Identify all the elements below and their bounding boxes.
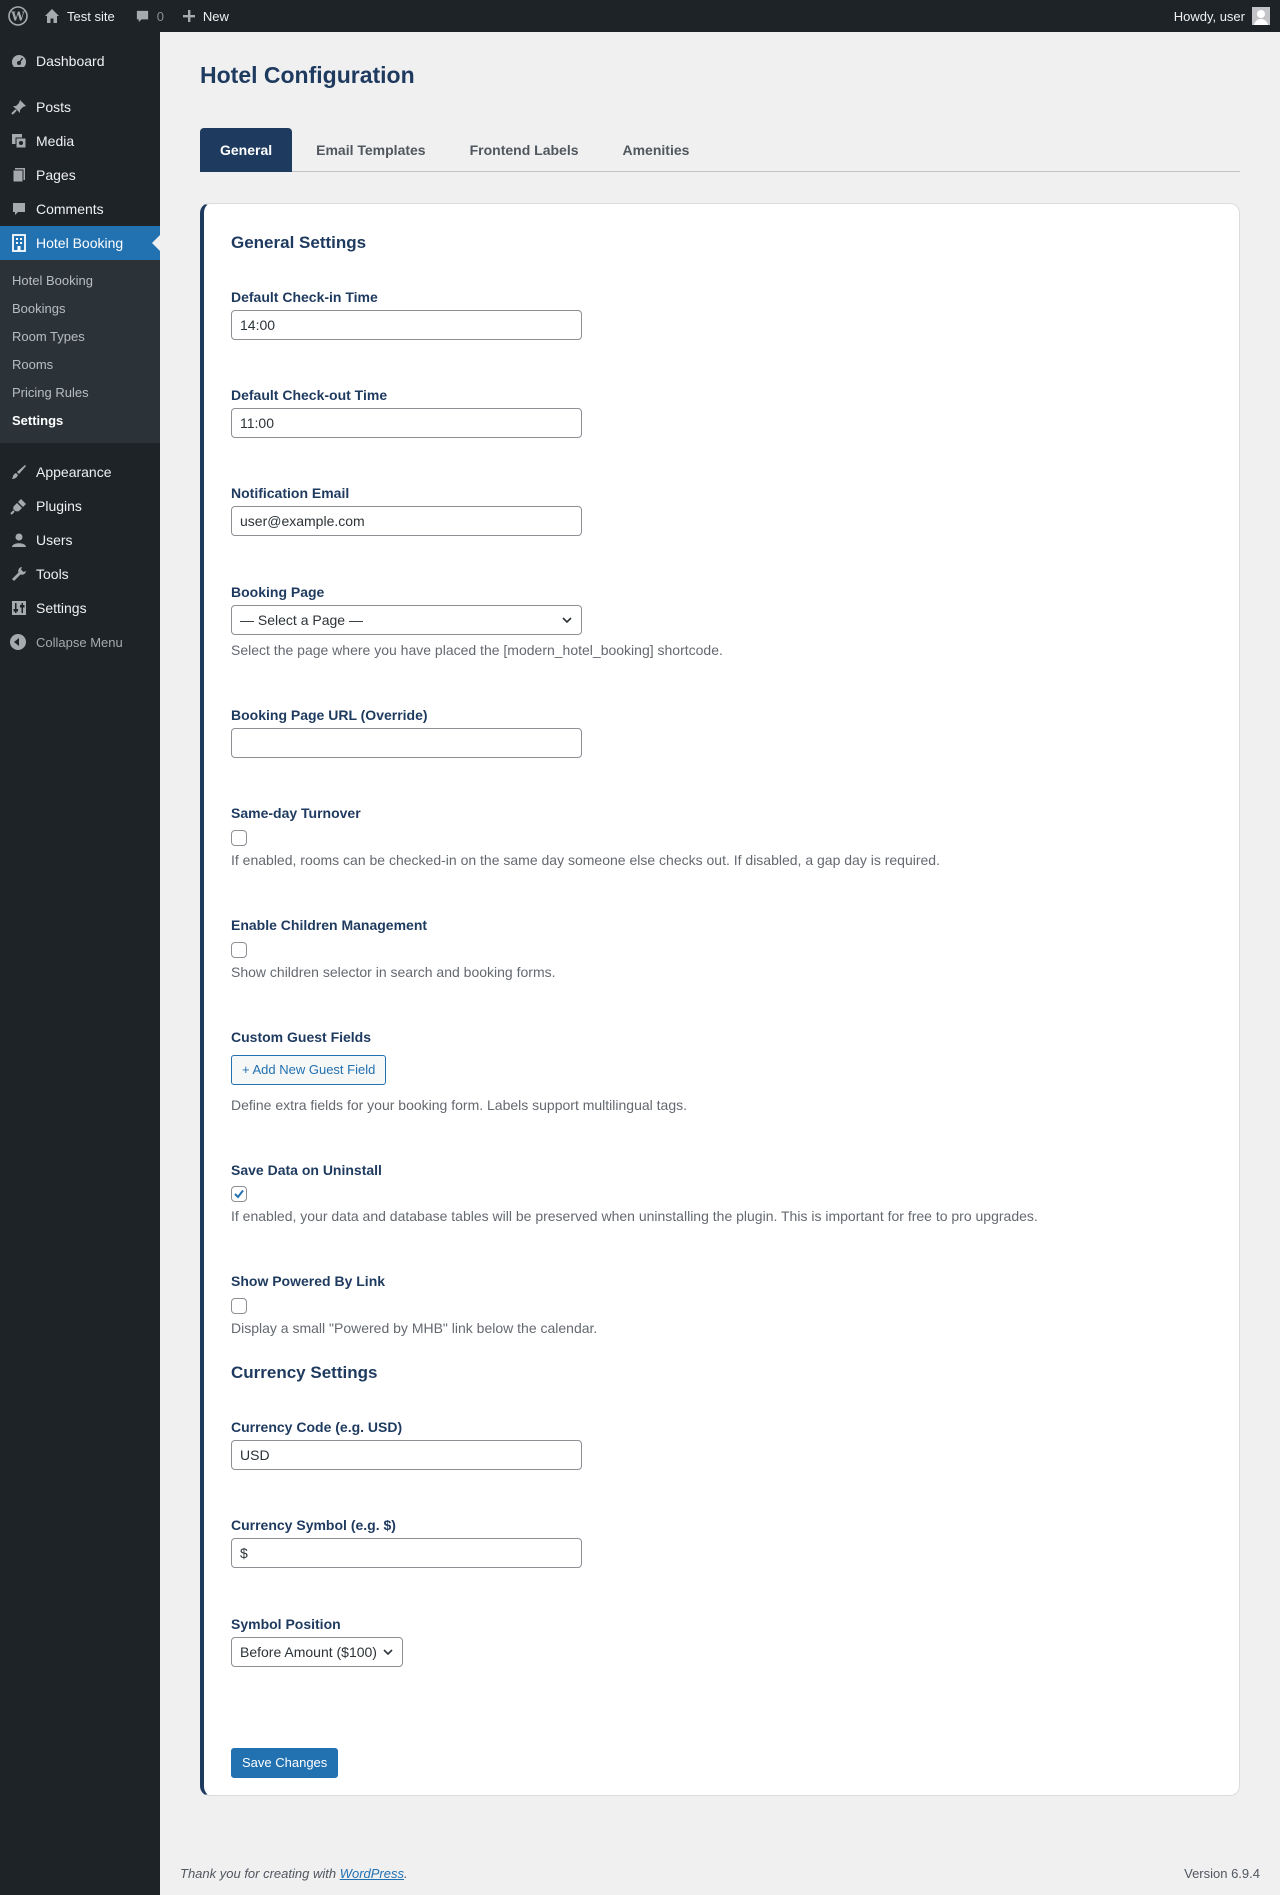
booking-page-selected: — Select a Page — (240, 612, 363, 628)
sidebar-item-comments[interactable] (0, 192, 160, 226)
add-guest-field-button[interactable]: + Add New Guest Field (231, 1055, 386, 1085)
checkmark-icon (233, 1188, 245, 1200)
sidebar-item-appearance[interactable] (0, 455, 160, 489)
sidebar-item-media[interactable] (0, 124, 160, 158)
checkout-time-input[interactable]: 11:00 (231, 408, 582, 438)
notification-email-label: Notification Email (231, 485, 350, 501)
sidebar-item-label: Plugins (36, 498, 82, 514)
save-data-label: Save Data on Uninstall (231, 1162, 382, 1178)
sidebar-item-hotel-booking[interactable] (0, 226, 160, 260)
children-management-checkbox[interactable] (231, 942, 247, 958)
same-day-turnover-description: If enabled, rooms can be checked-in on the same day someone else checks out. If disabled, a gap day is required. (231, 852, 940, 868)
plug-icon (10, 497, 28, 515)
settings-tabs (200, 128, 1240, 172)
hotel-booking-submenu (0, 260, 160, 443)
new-label: New (202, 8, 229, 24)
booking-page-select[interactable] (231, 605, 582, 635)
sidebar-item-pages[interactable] (0, 158, 160, 192)
booking-url-input[interactable] (231, 728, 582, 758)
my-account-link[interactable] (1174, 0, 1280, 32)
sidebar-item-label: Hotel Booking (36, 235, 124, 251)
powered-by-checkbox[interactable] (231, 1298, 247, 1314)
chevron-down-icon (561, 614, 573, 626)
save-data-description: If enabled, your data and database tables will be preserved when uninstalling the plugin. This is important for free to pro upgrades. (231, 1208, 1038, 1224)
new-content-link[interactable] (174, 0, 237, 32)
footer-thanks-prefix: Thank you for creating with (180, 1866, 340, 1881)
custom-guest-fields-label: Custom Guest Fields (231, 1029, 372, 1045)
media-icon (10, 132, 28, 150)
wordpress-logo-icon[interactable] (1, 0, 35, 32)
sidebar-item-dashboard[interactable] (0, 44, 160, 78)
admin-bar (0, 0, 1280, 32)
footer-thanks (180, 1866, 408, 1881)
submenu-item-bookings[interactable]: Bookings (12, 301, 66, 316)
symbol-position-label: Symbol Position (231, 1616, 341, 1632)
save-data-checkbox[interactable] (231, 1186, 247, 1202)
comments-link[interactable] (125, 0, 174, 32)
dashboard-icon (10, 52, 28, 70)
booking-page-label: Booking Page (231, 584, 325, 600)
tab-amenities[interactable]: Amenities (622, 142, 690, 158)
custom-guest-fields-description: Define extra fields for your booking form. Labels support multilingual tags. (231, 1097, 688, 1113)
submenu-item-rooms[interactable]: Rooms (12, 357, 54, 372)
tab-email-templates[interactable]: Email Templates (316, 142, 426, 158)
sidebar-item-label: Posts (36, 99, 72, 115)
collapse-menu-button[interactable] (0, 625, 160, 659)
notification-email-input[interactable]: user@example.com (231, 506, 582, 536)
plus-icon (182, 9, 196, 23)
checkout-label: Default Check-out Time (231, 387, 388, 403)
sidebar-item-label: Media (36, 133, 75, 149)
sidebar-item-users[interactable] (0, 523, 160, 557)
collapse-menu-label: Collapse Menu (36, 634, 123, 650)
checkin-label: Default Check-in Time (231, 289, 378, 305)
currency-symbol-label: Currency Symbol (e.g. $) (231, 1517, 396, 1533)
tab-general[interactable]: General (200, 128, 292, 172)
footer-thanks-suffix: . (404, 1866, 408, 1881)
submenu-item-pricing-rules[interactable]: Pricing Rules (12, 385, 89, 400)
sidebar-item-label: Pages (36, 167, 76, 183)
currency-symbol-input[interactable]: $ (231, 1538, 582, 1568)
powered-by-label: Show Powered By Link (231, 1273, 386, 1289)
submenu-item-hotel-booking[interactable]: Hotel Booking (12, 273, 93, 288)
symbol-position-select[interactable] (231, 1637, 403, 1667)
comment-icon (10, 200, 28, 218)
howdy-text: Howdy, user (1173, 8, 1245, 24)
sliders-icon (10, 599, 28, 617)
symbol-position-selected: Before Amount ($100) (240, 1644, 377, 1660)
general-settings-heading: General Settings (231, 233, 367, 252)
checkin-time-input[interactable]: 14:00 (231, 310, 582, 340)
wrench-icon (10, 565, 28, 583)
comment-bubble-icon (135, 9, 150, 24)
building-icon (10, 234, 28, 252)
submenu-item-settings[interactable]: Settings (12, 413, 64, 428)
chevron-down-icon (382, 1646, 394, 1658)
avatar (1252, 7, 1270, 25)
sidebar-item-plugins[interactable] (0, 489, 160, 523)
site-name: Test site (67, 8, 115, 24)
admin-sidebar (0, 32, 160, 1895)
powered-by-description: Display a small "Powered by MHB" link below the calendar. (231, 1320, 598, 1336)
sidebar-item-label: Settings (36, 600, 87, 616)
currency-code-input[interactable]: USD (231, 1440, 582, 1470)
site-name-link[interactable] (35, 0, 125, 32)
tab-frontend-labels[interactable]: Frontend Labels (469, 142, 579, 158)
currency-code-label: Currency Code (e.g. USD) (231, 1419, 403, 1435)
sidebar-item-posts[interactable] (0, 90, 160, 124)
same-day-turnover-label: Same-day Turnover (231, 805, 361, 821)
sidebar-item-label: Users (36, 532, 73, 548)
footer-version: Version 6.9.4 (1184, 1866, 1260, 1881)
home-icon (44, 8, 60, 24)
submenu-item-room-types[interactable]: Room Types (12, 329, 85, 344)
brush-icon (10, 463, 28, 481)
settings-card (200, 203, 1240, 1796)
sidebar-item-label: Tools (36, 566, 69, 582)
user-icon (10, 531, 28, 549)
currency-settings-heading: Currency Settings (231, 1363, 378, 1382)
comments-count: 0 (156, 8, 164, 24)
children-management-description: Show children selector in search and booking forms. (231, 964, 556, 980)
sidebar-item-label: Appearance (36, 464, 112, 480)
booking-page-description: Select the page where you have placed the [modern_hotel_booking] shortcode. (231, 642, 723, 658)
booking-url-label: Booking Page URL (Override) (231, 707, 428, 723)
sidebar-item-tools[interactable] (0, 557, 160, 591)
same-day-turnover-checkbox[interactable] (231, 830, 247, 846)
page-title: Hotel Configuration (200, 62, 415, 88)
pages-icon (10, 166, 28, 184)
collapse-arrow-icon (10, 634, 26, 650)
svg-text:W: W (11, 9, 25, 24)
children-management-label: Enable Children Management (231, 917, 428, 933)
sidebar-item-label: Comments (36, 201, 104, 217)
pin-icon (10, 98, 28, 116)
save-changes-button[interactable]: Save Changes (231, 1748, 338, 1778)
sidebar-item-settings[interactable] (0, 591, 160, 625)
sidebar-item-label: Dashboard (36, 53, 105, 69)
wordpress-link[interactable]: WordPress (339, 1866, 404, 1881)
